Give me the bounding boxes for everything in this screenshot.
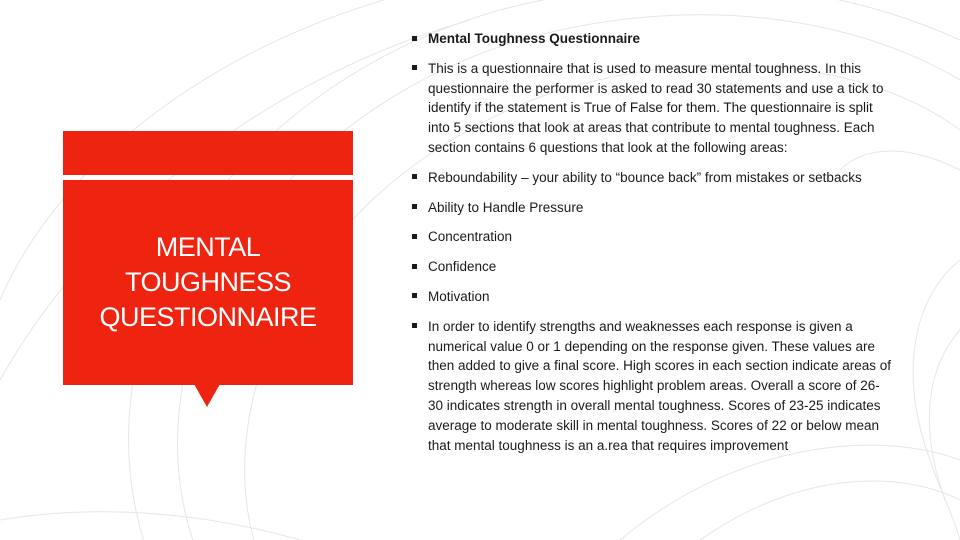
bullet-item-pressure [412, 198, 892, 218]
title-panel-pointer [194, 384, 220, 407]
bullet-item-heading [412, 29, 892, 49]
bullet-list [412, 29, 892, 455]
bullet-text: Motivation [428, 288, 490, 304]
square-bullet-icon [412, 234, 417, 239]
bullet-item-intro [412, 59, 892, 158]
arc-line [620, 445, 960, 540]
square-bullet-icon [412, 323, 417, 328]
square-bullet-icon [412, 65, 417, 70]
bullet-text: Reboundability – your ability to “bounce back” from mistakes or setbacks [428, 169, 862, 185]
arc-line [0, 512, 300, 540]
bullet-item-concentration [412, 227, 892, 247]
square-bullet-icon [412, 293, 417, 298]
bullet-text: Mental Toughness Questionnaire [428, 31, 641, 46]
arc-line [929, 330, 960, 500]
bullet-item-scoring [412, 317, 892, 456]
square-bullet-icon [412, 36, 417, 41]
arc-line [700, 481, 960, 540]
slide-title: MENTAL TOUGHNESS QUESTIONNAIRE [99, 232, 317, 332]
bullet-item-reboundability [412, 168, 892, 188]
accent-strip [63, 131, 353, 175]
arc-line [913, 260, 960, 540]
title-panel [63, 180, 353, 385]
square-bullet-icon [412, 204, 417, 209]
bullet-text: In order to identify strengths and weaknesses each response is given a numerical value 0 or 1 depending on the response given. These values are then added to give a final score. High scores in each section indicate areas of strength whereas low scores highlight problem areas. Overall a score of 26-30 indicates strength in overall mental toughness. Scores of 23-25 indicates average to moderate skill in mental toughness. Scores of 22 or below mean that mental toughness is an a.rea that requires improvement [428, 318, 892, 453]
square-bullet-icon [412, 174, 417, 179]
bullet-text: Concentration [428, 229, 513, 245]
bullet-text: Confidence [428, 259, 497, 275]
bullet-text: This is a questionnaire that is used to measure mental toughness. In this questionnaire the performer is asked to read 30 statements and use a tick to identify if the statement is True of False for them. The questionnaire is split into 5 sections that look at areas that contribute to mental toughness. Each section contains 6 questions that look at the following areas: [428, 60, 884, 155]
square-bullet-icon [412, 264, 417, 269]
bullet-text: Ability to Handle Pressure [428, 199, 584, 215]
bullet-item-motivation [412, 287, 892, 307]
content-area [412, 29, 892, 455]
bullet-item-confidence [412, 257, 892, 277]
